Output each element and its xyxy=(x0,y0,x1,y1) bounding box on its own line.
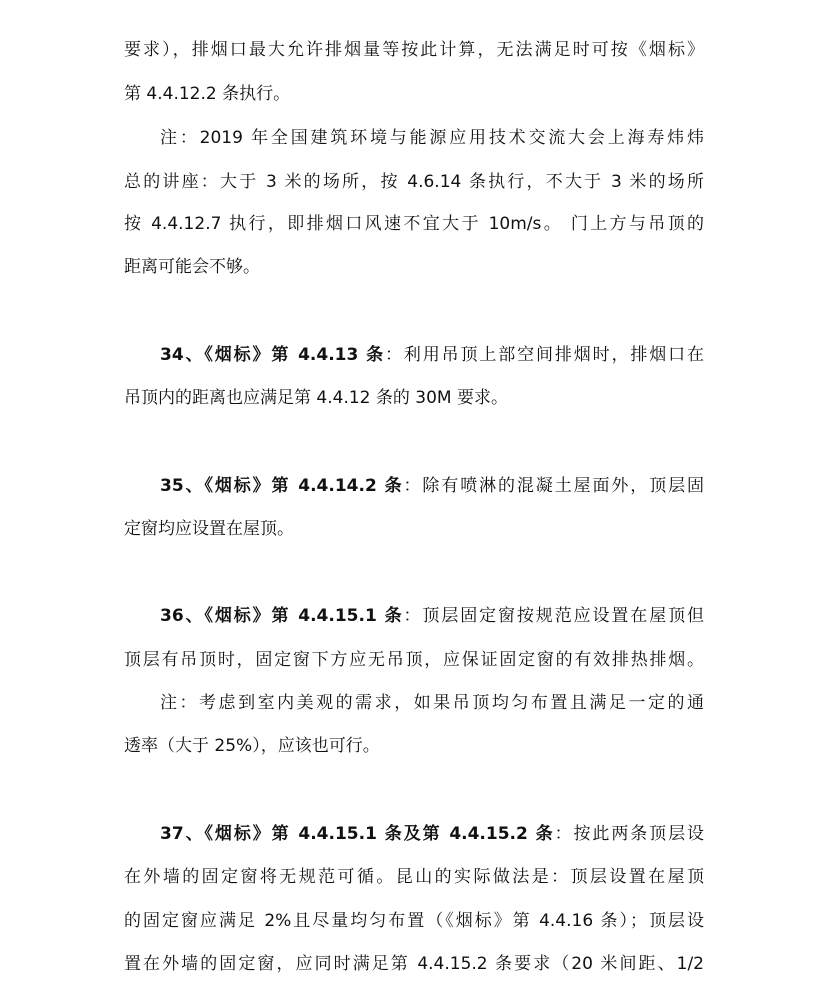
note-line xyxy=(160,691,704,715)
line-text: 定窗均应设置在屋顶。 xyxy=(124,519,294,539)
section-heading: 36、《烟标》第 4.4.15.1 条 xyxy=(160,606,404,626)
note-line xyxy=(160,126,704,150)
line-text: 吊顶内的距离也应满足第 4.4.12 条的 30M 要求。 xyxy=(124,388,508,408)
text-line xyxy=(124,82,704,106)
line-text: 的固定窗应满足 2%且尽量均匀布置（《烟标》第 4.4.16 条）；顶层设 xyxy=(124,911,704,931)
section-35-heading-line xyxy=(160,474,704,498)
text-line xyxy=(124,648,704,672)
section-37-heading-line xyxy=(160,822,704,846)
section-heading: 37、《烟标》第 4.4.15.1 条及第 4.4.15.2 条 xyxy=(160,824,555,844)
text-line xyxy=(124,734,704,758)
line-text: 要求），排烟口最大允许排烟量等按此计算，无法满足时可按《烟标》 xyxy=(124,40,704,60)
line-text: 置在外墙的固定窗，应同时满足第 4.4.15.2 条要求（20 米间距、1/2 xyxy=(124,954,704,974)
line-text: 顶层有吊顶时，固定窗下方应无吊顶，应保证固定窗的有效排热排烟。 xyxy=(124,650,704,670)
line-text: ：按此两条顶层设 xyxy=(554,824,704,844)
line-text: 注：2019 年全国建筑环境与能源应用技术交流大会上海寿炜炜 xyxy=(160,128,704,148)
section-36-heading-line xyxy=(160,604,704,628)
line-text: ：利用吊顶上部空间排烟时，排烟口在 xyxy=(384,345,704,365)
text-line xyxy=(124,212,704,236)
section-heading: 35、《烟标》第 4.4.14.2 条 xyxy=(160,476,404,496)
text-line xyxy=(124,517,704,541)
line-text: 总的讲座：大于 3 米的场所，按 4.6.14 条执行，不大于 3 米的场所 xyxy=(124,172,704,192)
text-line xyxy=(124,952,704,976)
section-heading: 34、《烟标》第 4.4.13 条 xyxy=(160,345,385,365)
text-line xyxy=(124,255,704,279)
line-text: 注：考虑到室内美观的需求，如果吊顶均匀布置且满足一定的通 xyxy=(160,693,704,713)
text-line xyxy=(124,386,704,410)
text-line xyxy=(124,865,704,889)
line-text: ：顶层固定窗按规范应设置在屋顶但 xyxy=(403,606,705,626)
line-text: 按 4.4.12.7 执行，即排烟口风速不宜大于 10m/s。 门上方与吊顶的 xyxy=(124,214,704,234)
line-text: 透率（大于 25%），应该也可行。 xyxy=(124,736,380,756)
line-text: 在外墙的固定窗将无规范可循。昆山的实际做法是：顶层设置在屋顶 xyxy=(124,867,704,887)
line-text: 第 4.4.12.2 条执行。 xyxy=(124,84,291,104)
text-line xyxy=(124,170,704,194)
line-text: 距离可能会不够。 xyxy=(124,257,260,277)
text-line xyxy=(124,909,704,933)
section-34-heading-line xyxy=(160,343,704,367)
text-line xyxy=(124,38,704,62)
line-text: ：除有喷淋的混凝土屋面外，顶层固 xyxy=(403,476,705,496)
